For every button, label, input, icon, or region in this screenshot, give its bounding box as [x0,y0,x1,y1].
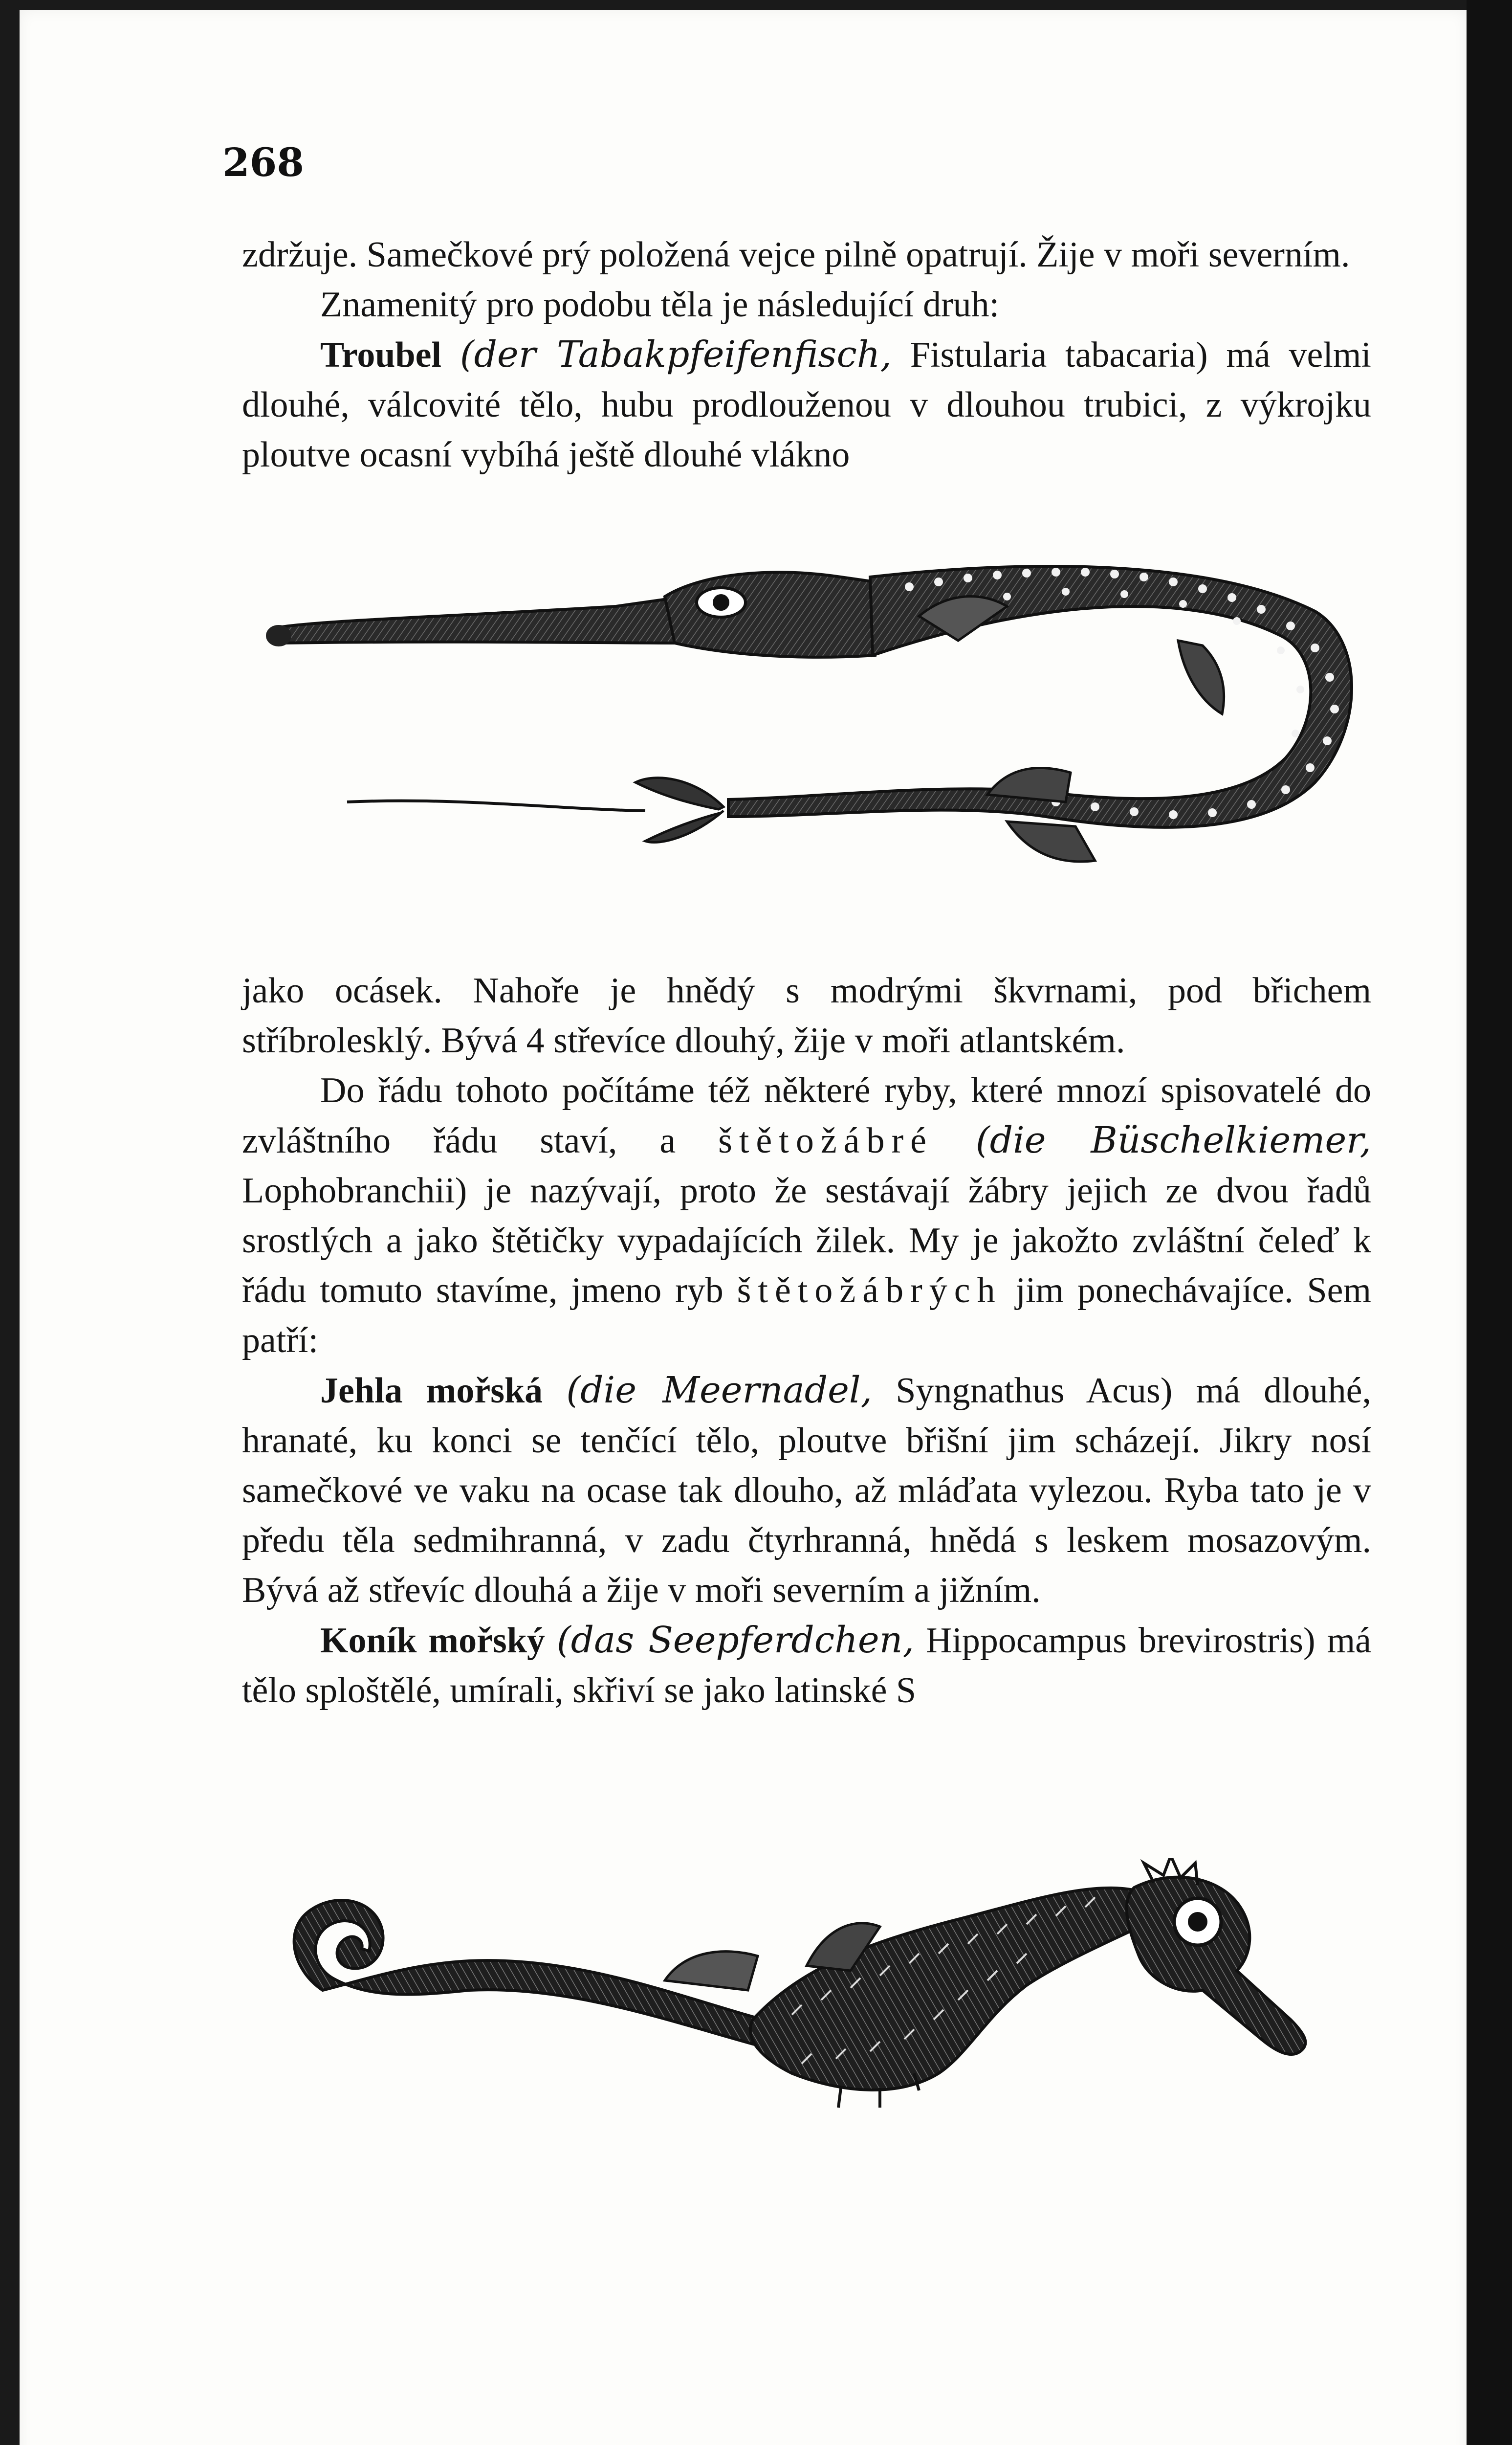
paragraph-continuation: zdržuje. Samečkové prý položená vejce pilně opatrují. Žije v moři severním. [242,235,1350,275]
paragraph-lophobranchii: Do řádu tohoto počítáme též některé ryby, které mnozí spisovatelé do zvláštního řádu staví, a štětožábré (die Büschelkiemer, Lophobranchii) je nazývají, proto že sestávají žábry jejich ze dvou řadů srostlých a jako štětičky vypadajících žilek. My je jakožto zvláštní čeleď k řádu tomuto stavíme, jmeno ryb štětožábrých jim ponechávajíce. Sem patří: [242,1070,1372,1360]
german-name-buschelkiemer: (die Büschelkiemer, [975,1119,1371,1161]
page-number: 268 [222,139,304,185]
scan-dark-edge [1467,0,1512,2445]
paragraph-intro: Znamenitý pro podobu těla je následující druh: [320,285,1000,325]
species-name-troubel: Troubel [320,335,442,375]
paragraph-konik [242,1615,1371,1715]
term-stetozabrych: štětožábrých [737,1270,1002,1311]
cornetfish-illustration [264,543,1369,958]
paragraph-jehla [242,1365,1371,1615]
konik-description: Hippocampus brevirostris) má tělo sploštělé, umírali, skřiví se jako latinské S [242,1621,1372,1711]
text-block-main [242,966,1371,1715]
species-name-konik: Koník mořský [320,1621,545,1661]
text-block-top [242,230,1371,480]
term-stetozabre: štětožábré [718,1121,934,1161]
german-name-seepferdchen: (das Seepferdchen, [556,1619,914,1661]
troubel-description: Fistularia tabacaria) má velmi dlouhé, válcovité tělo, hubu prodlouženou v dlouhou trubici, z výkrojku ploutve ocasní vybíhá ještě dlouhé vlákno [242,335,1371,475]
german-name-meernadel: (die Meernadel, [566,1369,873,1411]
seahorse-illustration [264,1858,1330,2240]
jehla-description: Syngnathus Acus) má dlouhé, hranaté, ku konci se tenčící tělo, ploutve břišní jim scházejí. Jikry nosí samečkové ve vaku na ocase tak dlouho, až mláďata vylezou. Ryba tato je v předu těla sedmihranná, v zadu čtyrhranná, hnědá s leskem mosazovým. Bývá až střevíc dlouhá a žije v moři severním a jižním. [242,1371,1371,1610]
paragraph-troubel-continued: jako ocásek. Nahoře je hnědý s modrými škvrnami, pod břichem stříbrolesklý. Bývá 4 střevíce dlouhý, žije v moři atlantském. [242,971,1371,1061]
paragraph-troubel [242,330,1371,480]
species-name-jehla: Jehla mořská [320,1371,543,1411]
german-name-troubel: (der Tabakpfeifenfisch, [460,333,892,376]
